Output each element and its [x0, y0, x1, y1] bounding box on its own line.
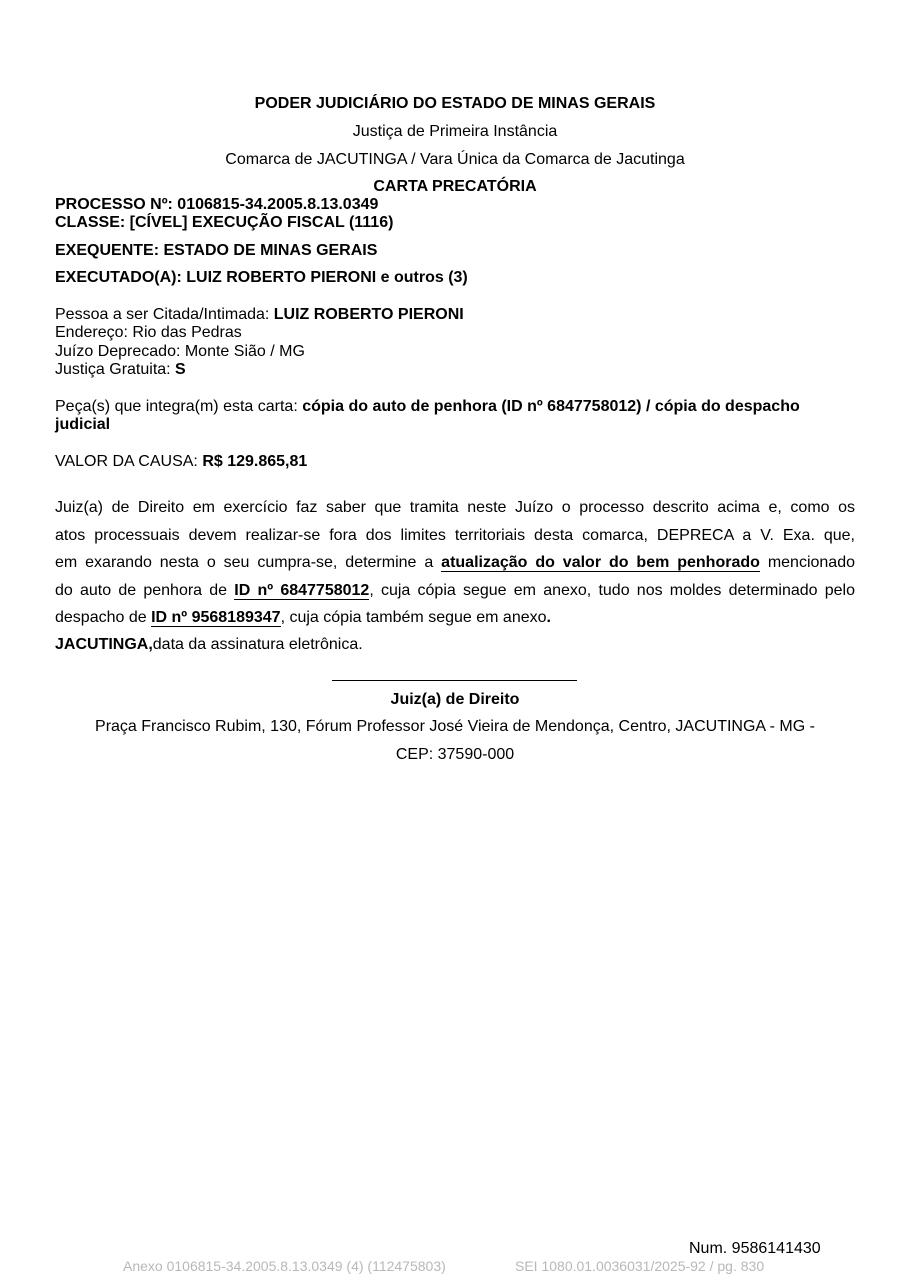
document-number: Num. 9586141430 — [689, 1240, 821, 1257]
signature-date: data da assinatura eletrônica. — [152, 636, 363, 653]
court-address-line-2: CEP: 37590-000 — [395, 746, 515, 763]
document-type: CARTA PRECATÓRIA — [373, 178, 537, 195]
exequente-line: EXEQUENTE: ESTADO DE MINAS GERAIS — [55, 242, 378, 259]
body-line-3-end: mencionado — [759, 554, 855, 571]
body-paragraph — [55, 494, 855, 632]
auto-penhora-id: ID nº 6847758012 — [234, 581, 370, 599]
pecas-value: cópia do auto de penhora (ID nº 6847758012) / cópia do despacho judicial — [55, 398, 800, 433]
valor-label: VALOR DA CAUSA: — [55, 453, 203, 470]
body-line-5-start: despacho de — [55, 609, 152, 626]
gratuita-value: S — [175, 361, 186, 378]
body-line-5-period: . — [546, 609, 551, 626]
body-line-5 — [55, 604, 855, 632]
body-line-4 — [55, 577, 855, 605]
endereco-line: Endereço: Rio das Pedras — [55, 324, 242, 341]
classe-line: CLASSE: [CÍVEL] EXECUÇÃO FISCAL (1116) — [55, 214, 394, 231]
processo-number: PROCESSO Nº: 0106815-34.2005.8.13.0349 — [55, 196, 379, 213]
person-line — [55, 306, 464, 324]
pecas-line — [55, 398, 855, 434]
person-label: Pessoa a ser Citada/Intimada: — [55, 306, 274, 323]
body-line-4-end: , cuja cópia segue em anexo, tudo nos moldes determinado pelo — [369, 581, 855, 599]
city-date-line — [55, 636, 363, 654]
atualizacao-emphasis: atualização do valor do bem penhorado — [441, 554, 760, 571]
body-line-4-start: do auto de penhora de — [55, 581, 235, 599]
instance-line: Justiça de Primeira Instância — [352, 123, 558, 140]
body-line-3-start: em exarando nesta o seu cumpra-se, determine a — [55, 554, 442, 571]
gratuita-label: Justiça Gratuita: — [55, 361, 176, 378]
valor-value: R$ 129.865,81 — [202, 453, 308, 470]
valor-line — [55, 453, 307, 471]
court-address-line-1: Praça Francisco Rubim, 130, Fórum Professor José Vieira de Mendonça, Centro, JACUTINGA - MG - — [95, 718, 815, 735]
footer-anexo: Anexo 0106815-34.2005.8.13.0349 (4) (112475803) — [123, 1258, 446, 1274]
gratuita-line — [55, 361, 186, 379]
despacho-id: ID nº 9568189347 — [151, 609, 281, 626]
city-name: JACUTINGA, — [55, 636, 153, 653]
body-line-2: atos processuais devem realizar-se fora dos limites territoriais desta comarca, DEPRECA a V. Exa. que, — [55, 526, 855, 544]
body-line-1: Juiz(a) de Direito em exercício faz saber que tramita neste Juízo o processo descrito acima e, como os — [55, 499, 855, 516]
comarca-line: Comarca de JACUTINGA / Vara Única da Comarca de Jacutinga — [225, 151, 685, 168]
executado-line: EXECUTADO(A): LUIZ ROBERTO PIERONI e outros (3) — [55, 269, 468, 286]
court-title: PODER JUDICIÁRIO DO ESTADO DE MINAS GERAIS — [254, 95, 656, 112]
juizo-line: Juízo Deprecado: Monte Sião / MG — [55, 343, 305, 360]
signature-title: Juiz(a) de Direito — [390, 691, 520, 708]
person-name: LUIZ ROBERTO PIERONI — [273, 306, 464, 323]
signature-line — [332, 680, 577, 681]
pecas-label: Peça(s) que integra(m) esta carta: — [55, 398, 303, 415]
footer-sei: SEI 1080.01.0036031/2025-92 / pg. 830 — [515, 1258, 765, 1274]
body-line-3 — [55, 549, 855, 577]
body-line-5-end: , cuja cópia também segue em anexo — [280, 609, 547, 626]
